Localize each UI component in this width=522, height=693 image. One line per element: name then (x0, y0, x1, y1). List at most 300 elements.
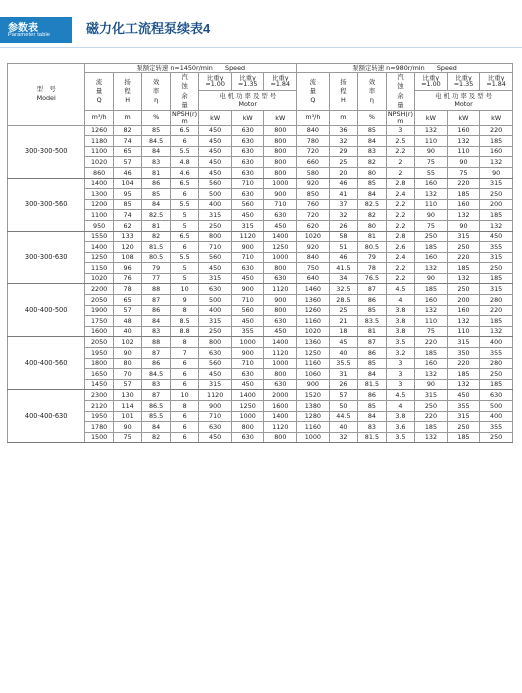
table-cell: 2.4 (386, 189, 415, 200)
table-cell: 132 (447, 379, 480, 390)
table-cell: 315 (447, 411, 480, 422)
pump-parameter-table (7, 63, 513, 443)
table-cell: 1180 (85, 136, 114, 147)
speed-group-980 (297, 64, 513, 73)
table-cell: 800 (264, 125, 297, 136)
table-cell: 3.8 (386, 316, 415, 327)
table-cell: 710 (231, 295, 264, 306)
kw-unit-980-0: kW (415, 111, 448, 125)
table-cell: 1000 (264, 252, 297, 263)
table-cell: 10 (170, 390, 199, 401)
unit-cell-1450-0: m³/h (85, 111, 114, 125)
table-cell: 315 (447, 231, 480, 242)
table-cell: 280 (480, 358, 513, 369)
table-cell: 82 (142, 231, 171, 242)
table-cell: 750 (297, 263, 330, 274)
table-cell: 900 (264, 189, 297, 200)
table-cell: 8.8 (170, 326, 199, 337)
table-cell: 400 (199, 305, 232, 316)
table-cell: 350 (447, 348, 480, 359)
table-cell: 6.5 (170, 178, 199, 189)
table-cell: 185 (480, 210, 513, 221)
speed-label-2: Speed (436, 63, 457, 72)
table-cell: 81 (142, 167, 171, 178)
table-cell: 88 (142, 284, 171, 295)
table-cell: 3 (386, 379, 415, 390)
table-cell: 220 (447, 252, 480, 263)
table-cell: 315 (480, 252, 513, 263)
table-cell: 1750 (85, 316, 114, 327)
table-cell: 80.5 (142, 252, 171, 263)
table-cell: 800 (264, 167, 297, 178)
table-cell: 250 (480, 432, 513, 443)
table-cell: 920 (297, 178, 330, 189)
table-cell: 1550 (85, 231, 114, 242)
table-cell: 20 (329, 167, 358, 178)
table-cell: 315 (415, 390, 448, 401)
table-cell: 32.5 (329, 284, 358, 295)
table-cell: 2.8 (386, 178, 415, 189)
table-cell: 355 (447, 401, 480, 412)
table-cell: 90 (480, 167, 513, 178)
table-cell: 185 (480, 316, 513, 327)
table-cell: 3.8 (386, 305, 415, 316)
table-cell: 850 (297, 189, 330, 200)
table-cell: 132 (415, 189, 448, 200)
table-cell: 1400 (264, 231, 297, 242)
table-cell: 315 (199, 316, 232, 327)
table-cell: 81.5 (358, 432, 387, 443)
table-cell: 185 (447, 189, 480, 200)
table-cell: 800 (264, 432, 297, 443)
flow-header-label-1450: 流 量 Q (95, 77, 103, 105)
table-cell: 315 (480, 178, 513, 189)
table-cell: 280 (480, 295, 513, 306)
table-cell: 250 (415, 401, 448, 412)
table-cell: 630 (231, 263, 264, 274)
table-cell: 3.8 (386, 411, 415, 422)
table-cell: 65 (113, 146, 142, 157)
table-cell: 250 (480, 369, 513, 380)
table-cell: 88 (142, 337, 171, 348)
table-cell: 560 (231, 199, 264, 210)
table-cell: 6 (170, 136, 199, 147)
table-cell: 85 (358, 401, 387, 412)
table-cell: 900 (297, 379, 330, 390)
table-cell: 26 (329, 379, 358, 390)
table-cell: 1400 (231, 390, 264, 401)
table-cell: 3.2 (386, 348, 415, 359)
table-cell: 75 (415, 157, 448, 168)
table-cell: 6 (170, 189, 199, 200)
table-cell: 78 (358, 263, 387, 274)
table-cell: 5 (170, 210, 199, 221)
table-cell: 6 (170, 369, 199, 380)
flow-header-1450 (85, 73, 114, 111)
table-cell: 900 (231, 348, 264, 359)
table-cell: 185 (480, 136, 513, 147)
table-cell: 6 (170, 411, 199, 422)
table-cell: 26 (329, 220, 358, 231)
table-cell: 1250 (85, 252, 114, 263)
table-cell: 160 (415, 252, 448, 263)
table-cell: 800 (264, 263, 297, 274)
table-cell: 200 (480, 199, 513, 210)
table-cell: 355 (480, 348, 513, 359)
table-cell: 58 (329, 231, 358, 242)
table-cell: 86 (142, 358, 171, 369)
table-cell: 4.5 (386, 390, 415, 401)
table-cell: 83.5 (358, 316, 387, 327)
table-cell: 85 (358, 178, 387, 189)
table-cell: 710 (231, 358, 264, 369)
table-cell: 132 (415, 305, 448, 316)
table-cell: 500 (480, 401, 513, 412)
table-cell: 1000 (231, 411, 264, 422)
table-cell: 44.5 (329, 411, 358, 422)
table-cell: 1280 (297, 411, 330, 422)
table-cell: 86 (142, 305, 171, 316)
table-cell: 630 (231, 136, 264, 147)
table-cell: 185 (415, 242, 448, 253)
table-cell: 90 (113, 348, 142, 359)
table-cell: 1460 (297, 284, 330, 295)
unit-cell-980-3: NPSH(r) m (387, 110, 413, 125)
table-cell: 84 (358, 189, 387, 200)
table-cell: 630 (231, 189, 264, 200)
table-cell: 250 (415, 231, 448, 242)
motor-header-cn-1450: 电 机 功 率 及 型 号 (219, 92, 277, 101)
table-cell: 185 (480, 379, 513, 390)
table-cell: 630 (199, 284, 232, 295)
efficiency-header-label-1450: 效 率 η (152, 77, 160, 105)
table-cell: 185 (447, 432, 480, 443)
table-cell: 2120 (85, 401, 114, 412)
table-cell: 1100 (85, 210, 114, 221)
table-row (8, 337, 513, 348)
table-cell: 1150 (85, 263, 114, 274)
table-cell: 114 (113, 401, 142, 412)
table-cell: 860 (85, 167, 114, 178)
table-cell: 74 (113, 136, 142, 147)
table-cell: 355 (480, 242, 513, 253)
table-cell: 83 (358, 146, 387, 157)
table-cell: 57 (113, 157, 142, 168)
model-cell: 300-300-500 (8, 125, 85, 178)
table-cell: 108 (113, 252, 142, 263)
table-cell: 25 (329, 305, 358, 316)
speed-group-1450 (85, 64, 297, 73)
table-cell: 400 (199, 199, 232, 210)
table-cell: 630 (231, 167, 264, 178)
table-cell: 3.5 (386, 432, 415, 443)
table-cell: 85 (358, 358, 387, 369)
table-cell: 315 (199, 210, 232, 221)
table-cell: 133 (113, 231, 142, 242)
npsh-header-1450 (170, 73, 199, 111)
table-cell: 450 (231, 210, 264, 221)
table-cell: 82.5 (358, 199, 387, 210)
table-cell: 160 (415, 358, 448, 369)
table-cell: 1300 (85, 189, 114, 200)
table-cell: 8 (170, 337, 199, 348)
table-row (8, 231, 513, 242)
table-cell: 760 (297, 199, 330, 210)
table-cell: 1100 (85, 146, 114, 157)
table-cell: 83 (142, 157, 171, 168)
table-cell: 2.2 (386, 199, 415, 210)
table-cell: 580 (297, 167, 330, 178)
efficiency-header-1450 (142, 73, 171, 111)
table-cell: 75 (447, 167, 480, 178)
table-cell: 630 (480, 390, 513, 401)
table-cell: 1520 (297, 390, 330, 401)
table-cell: 560 (199, 358, 232, 369)
table-cell: 81.5 (358, 379, 387, 390)
motor-header-1450 (199, 90, 297, 111)
table-cell: 3 (386, 125, 415, 136)
table-cell: 315 (231, 220, 264, 231)
table-cell: 81 (142, 220, 171, 231)
table-cell: 6.5 (170, 231, 199, 242)
table-cell: 800 (231, 422, 264, 433)
table-cell: 710 (264, 199, 297, 210)
flow-header-980 (297, 73, 330, 111)
table-cell: 90 (113, 422, 142, 433)
table-cell: 1360 (297, 337, 330, 348)
table-cell: 57 (113, 379, 142, 390)
unit-cell-1450-2: % (142, 111, 171, 125)
table-cell: 1950 (85, 348, 114, 359)
specific-gravity-3-header-1450: 比重γ =1.84 (264, 73, 297, 91)
model-cell: 400-400-560 (8, 337, 85, 390)
model-header-cn: 型 号 (36, 84, 56, 93)
specific-gravity-3-header-980: 比重γ =1.84 (480, 73, 513, 91)
table-cell: 132 (415, 432, 448, 443)
table-cell: 101 (113, 411, 142, 422)
table-cell: 18 (329, 326, 358, 337)
table-cell: 85 (358, 305, 387, 316)
table-cell: 46 (329, 252, 358, 263)
table-cell: 1120 (264, 348, 297, 359)
table-cell: 57 (113, 305, 142, 316)
table-cell: 132 (447, 210, 480, 221)
table-cell: 110 (415, 199, 448, 210)
table-cell: 81 (358, 326, 387, 337)
table-cell: 630 (231, 157, 264, 168)
table-cell: 1250 (264, 242, 297, 253)
table-cell: 800 (264, 157, 297, 168)
table-cell: 82.5 (142, 210, 171, 221)
motor-header-en-980: Motor (454, 100, 473, 109)
table-cell: 2.2 (386, 220, 415, 231)
table-cell: 32 (329, 136, 358, 147)
table-cell: 86 (142, 178, 171, 189)
table-cell: 185 (447, 263, 480, 274)
table-cell: 185 (480, 273, 513, 284)
table-cell: 8 (170, 305, 199, 316)
table-cell: 710 (199, 411, 232, 422)
header-divider (0, 47, 522, 48)
table-cell: 840 (297, 252, 330, 263)
table-cell: 132 (447, 273, 480, 284)
table-cell: 80 (358, 220, 387, 231)
table-cell: 220 (480, 305, 513, 316)
table-cell: 450 (264, 220, 297, 231)
table-cell: 86 (358, 295, 387, 306)
table-cell: 4 (386, 295, 415, 306)
table-cell: 450 (264, 326, 297, 337)
motor-header-en-1450: Motor (238, 100, 257, 109)
table-cell: 41 (329, 189, 358, 200)
table-cell: 46 (329, 178, 358, 189)
table-cell: 560 (231, 305, 264, 316)
table-cell: 130 (113, 390, 142, 401)
table-cell: 46 (113, 167, 142, 178)
table-cell: 2200 (85, 284, 114, 295)
specific-gravity-2-header-1450: 比重γ =1.35 (231, 73, 264, 91)
table-cell: 920 (297, 242, 330, 253)
table-cell: 80 (358, 167, 387, 178)
table-cell: 82 (113, 125, 142, 136)
table-cell: 2.2 (386, 263, 415, 274)
table-cell: 32 (329, 210, 358, 221)
table-cell: 315 (199, 273, 232, 284)
table-cell: 2 (386, 167, 415, 178)
table-cell: 720 (297, 146, 330, 157)
table-cell: 160 (447, 305, 480, 316)
table-cell: 220 (447, 358, 480, 369)
table-cell: 90 (447, 220, 480, 231)
table-cell: 132 (447, 316, 480, 327)
table-cell: 2050 (85, 295, 114, 306)
table-cell: 620 (297, 220, 330, 231)
table-cell: 450 (199, 125, 232, 136)
table-cell: 630 (264, 273, 297, 284)
table-cell: 110 (415, 136, 448, 147)
table-cell: 840 (297, 125, 330, 136)
table-cell: 220 (415, 411, 448, 422)
table-cell: 355 (480, 422, 513, 433)
table-cell: 450 (199, 263, 232, 274)
table-cell: 80 (113, 358, 142, 369)
table-cell: 220 (447, 178, 480, 189)
table-cell: 630 (264, 210, 297, 221)
section-tag-cn: 参数表 (8, 23, 38, 34)
table-cell: 185 (415, 422, 448, 433)
table-cell: 79 (358, 252, 387, 263)
table-cell: 5.5 (170, 199, 199, 210)
table-cell: 36 (329, 125, 358, 136)
table-cell: 87 (142, 390, 171, 401)
table-cell: 85 (142, 125, 171, 136)
table-cell: 77 (142, 273, 171, 284)
table-cell: 79 (142, 263, 171, 274)
table-cell: 1120 (264, 422, 297, 433)
page-title: 磁力化工流程泵续表4 (86, 21, 211, 36)
table-cell: 450 (447, 390, 480, 401)
table-cell: 630 (231, 125, 264, 136)
table-cell: 1160 (297, 422, 330, 433)
table-cell: 630 (264, 379, 297, 390)
table-cell: 1900 (85, 305, 114, 316)
table-cell: 630 (199, 422, 232, 433)
speed-label-1: Speed (225, 63, 246, 72)
table-cell: 2.2 (386, 273, 415, 284)
npsh-header-label-980: 汽 蚀 余 量 (397, 73, 404, 109)
table-cell: 200 (447, 295, 480, 306)
table-cell: 110 (447, 146, 480, 157)
table-cell: 2300 (85, 390, 114, 401)
table-cell: 84 (142, 422, 171, 433)
table-cell: 84 (358, 369, 387, 380)
table-cell: 90 (447, 157, 480, 168)
table-cell: 85 (142, 189, 171, 200)
kw-unit-1450-1: kW (231, 111, 264, 125)
table-cell: 1400 (85, 178, 114, 189)
table-cell: 5 (170, 273, 199, 284)
table-cell: 31 (329, 369, 358, 380)
table-cell: 132 (415, 263, 448, 274)
table-cell: 87 (142, 295, 171, 306)
specific-gravity-1-header-980: 比重γ =1.00 (415, 73, 448, 91)
table-cell: 87 (142, 348, 171, 359)
table-cell: 84 (142, 146, 171, 157)
table-cell: 87 (358, 284, 387, 295)
table-cell: 660 (297, 157, 330, 168)
table-cell: 560 (199, 252, 232, 263)
efficiency-header-980 (358, 73, 387, 111)
table-cell: 220 (480, 125, 513, 136)
table-cell: 4 (386, 401, 415, 412)
kw-unit-980-2: kW (480, 111, 513, 125)
specific-gravity-2-header-980: 比重γ =1.35 (447, 73, 480, 91)
table-cell: 450 (231, 316, 264, 327)
unit-cell-980-0: m³/h (297, 111, 330, 125)
head-header-980 (329, 73, 358, 111)
npsh-header-980 (386, 73, 415, 111)
table-cell: 51 (329, 242, 358, 253)
table-cell: 185 (447, 369, 480, 380)
table-cell: 25 (329, 157, 358, 168)
table-row (8, 125, 513, 136)
table-cell: 1000 (264, 358, 297, 369)
table-cell: 500 (199, 295, 232, 306)
table-cell: 1200 (85, 199, 114, 210)
table-cell: 160 (447, 199, 480, 210)
table-cell: 86 (358, 348, 387, 359)
table-cell: 2 (386, 157, 415, 168)
table-cell: 132 (480, 157, 513, 168)
kw-unit-1450-0: kW (199, 111, 232, 125)
table-cell: 1020 (85, 157, 114, 168)
table-cell: 6 (170, 379, 199, 390)
table-cell: 85 (358, 125, 387, 136)
table-cell: 780 (297, 136, 330, 147)
table-cell: 83 (142, 326, 171, 337)
table-cell: 5.5 (170, 146, 199, 157)
table-cell: 32 (329, 432, 358, 443)
table-cell: 220 (415, 337, 448, 348)
kw-unit-1450-2: kW (264, 111, 297, 125)
table-cell: 950 (85, 220, 114, 231)
table-cell: 640 (297, 273, 330, 284)
table-cell: 95 (113, 189, 142, 200)
unit-cell-980-2: % (358, 111, 387, 125)
table-cell: 70 (113, 369, 142, 380)
table-cell: 84 (142, 316, 171, 327)
unit-cell-980-1: m (329, 111, 358, 125)
